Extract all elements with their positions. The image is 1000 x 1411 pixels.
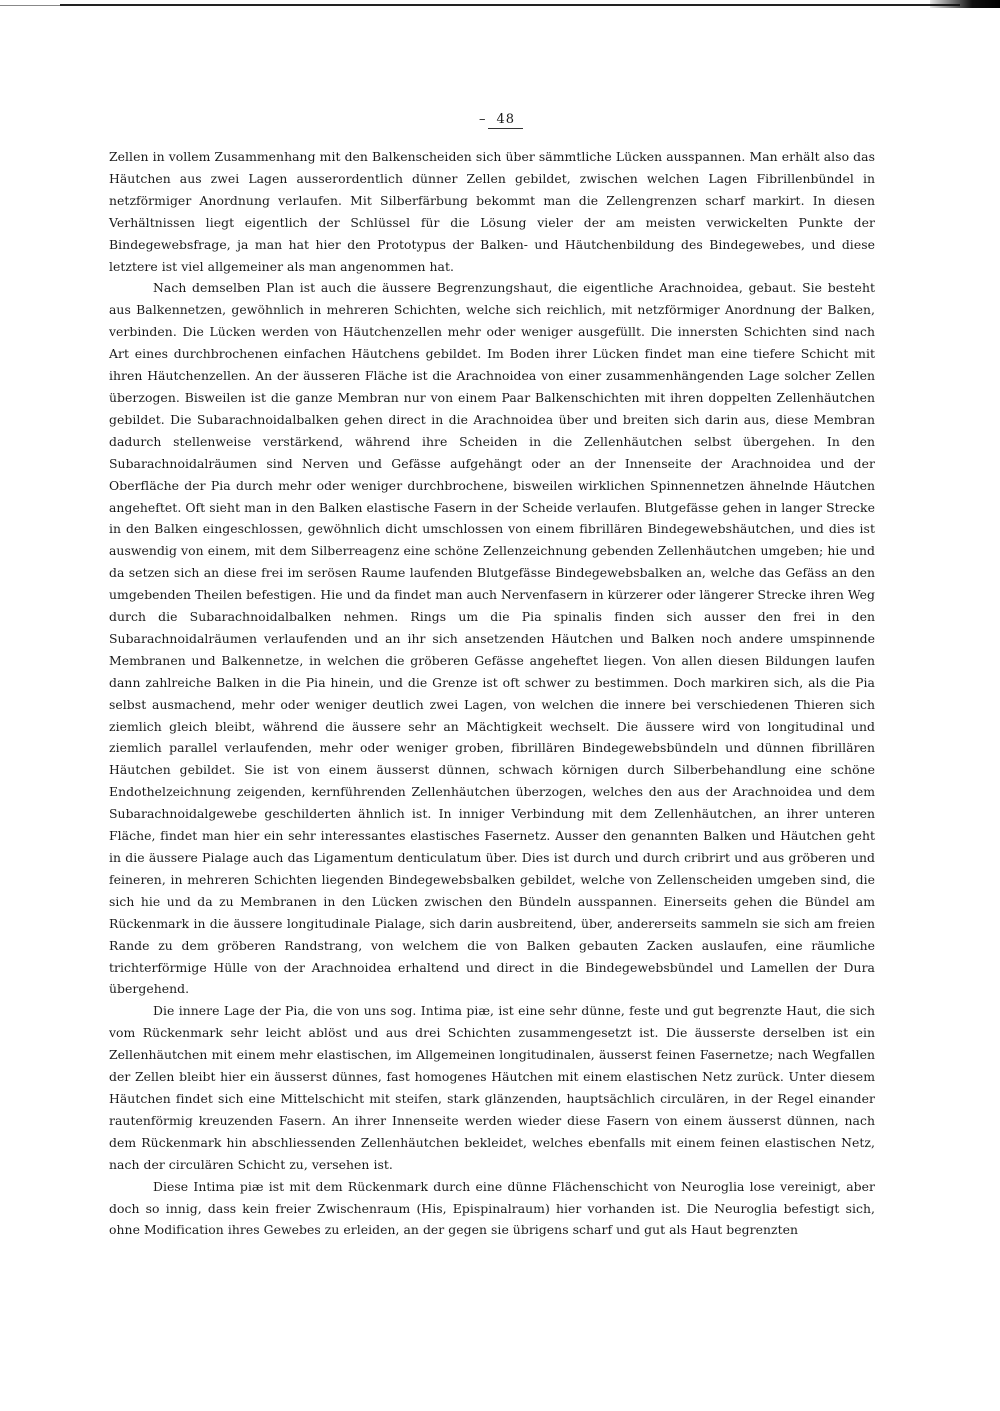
page-number: 48 — [488, 112, 523, 129]
page-number-dash: – — [478, 112, 487, 127]
scan-edge-shadow — [930, 0, 1000, 8]
scan-top-edge — [0, 0, 1000, 10]
scan-edge-fade — [0, 5, 60, 6]
paragraph-4: Diese Intima piæ ist mit dem Rückenmark durch eine dünne Flächenschicht von Neuroglia lose vereinigt, aber doch so innig, dass kein freier Zwischenraum (His, Epispinalraum) hier vorhanden ist. Die Neuroglia befestigt sich, ohne Modification ihres Gewebes zu erleiden, an der gegen sie übrigens scharf und gut als Haut begrenzten — [109, 1178, 875, 1238]
paragraph-1: Zellen in vollem Zusammenhang mit den Balkenscheiden sich über sämmtliche Lücken ausspannen. Man erhält also das Häutchen aus zwei Lagen ausserordentlich dünner Zellen gebildet, zwischen welchen Lagen Fibrillenbündel in netzförmiger Anordnung verlaufen. Mit Silberfärbung bekommt man die Zellengrenzen scharf markirt. In diesen Verhältnissen liegt eigentlich der Schlüssel für die Lösung vieler der am meisten verwickelten Punkte der Bindegewebsfrage, ja man hat hier den Prototypus der Balken- und Häutchenbildung des Bindegewebes, und diese letztere ist viel allgemeiner als man angenommen hat. — [109, 149, 875, 274]
body-text — [109, 146, 875, 1241]
scan-edge-line — [60, 4, 960, 6]
paragraph-2: Nach demselben Plan ist auch die äussere Begrenzungshaut, die eigentliche Arachnoidea, gebaut. Sie besteht aus Balkennetzen, gewöhnlich in mehreren Schichten, welche sich reichlich, mit netzförmiger Anordnung der Balken, verbinden. Die Lücken werden von Häutchenzellen mehr oder weniger ausgefüllt. Die innersten Schichten sind nach Art eines durchbrochenen einfachen Häutchens gebildet. Im Boden ihrer Lücken findet man eine tiefere Schicht mit ihren Häutchenzellen. An der äusseren Fläche ist die Arachnoidea von einer zusammenhängenden Lage solcher Zellen überzogen. Bisweilen ist die ganze Membran nur von einem Paar Balkenschichten mit ihren doppelten Zellenhäutchen gebildet. Die Subarachnoidalbalken gehen direct in die Arachnoidea über und breiten sich darin aus, diese Membran dadurch stellenweise verstärkend, während ihre Scheiden in die Zellenhäutchen selbst übergehen. In den Subarachnoidalräumen sind Nerven und Gefässe aufgehängt oder an der Innenseite der Arachnoidea und der Oberfläche der Pia durch mehr oder weniger durchbrochene, bisweilen wirklichen Spinnennetzen ähnelnde Häutchen angeheftet. Oft sieht man in den Balken elastische Fasern in der Scheide verlaufen. Blutgefässe gehen in langer Strecke in den Balken eingeschlossen, gewöhnlich dicht umschlossen von einem fibrillären Bindegewebshäutchen, und dies ist auswendig von einem, mit dem Silberreagenz eine schöne Zellenzeichnung gebenden Zellenhäutchen umgeben; hie und da setzen sich an diese frei im serösen Raume laufenden Blutgefässe Bindegewebsbalken an, welche das Gefäss an den umgebenden Theilen befestigen. Hie und da findet man auch Nervenfasern in kürzerer oder längerer Strecke ihren Weg durch die Subarachnoidalbalken nehmen. Rings um die Pia spinalis finden sich ausser den frei in den Subarachnoidalräumen verlaufenden und an ihr sich ansetzenden Häutchen und Balken noch andere umspinnende Membranen und Balkennetze, in welchen die gröberen Gefässe angeheftet liegen. Von allen diesen Bildungen laufen dann zahlreiche Balken in die Pia hinein, und die Grenze ist oft schwer zu bestimmen. Doch markiren sich, als die Pia selbst ausmachend, mehr oder weniger deutlich zwei Lagen, von welchen die innere bei verschiedenen Thieren sich ziemlich gleich bleibt, während die äussere sehr an Mächtigkeit wechselt. Die äussere wird von longitudinal und ziemlich parallel verlaufenden, mehr oder weniger groben, fibrillären Bindegewebsbündeln und dünnen fibrillären Häutchen gebildet. Sie ist von einem äusserst dünnen, schwach körnigen durch Silberbehandlung eine schöne Endothelzeichnung zeigenden, kernführenden Zellenhäutchen überzogen, welches den aus der Arachnoidea und dem Subarachnoidalgewebe geschilderten ähnlich ist. In inniger Verbindung mit dem Zellenhäutchen, an ihrer unteren Fläche, findet man hier ein sehr interessantes elastisches Fasernetz. Ausser den genannten Balken und Häutchen geht in die äussere Pialage auch das Ligamentum denticulatum über. Dies ist durch und durch cribrirt und aus gröberen und feineren, in mehreren Schichten liegenden Bindegewebsbalken gebildet, welche von Zellenscheiden umgeben sind, die sich hie und da zu Membranen in den Lücken zwischen den Bündeln ausspannen. Einerseits gehen die Bündel am Rückenmark in die äussere longitudinale Pialage, sich darin ausbreitend, über, andererseits sammeln sie sich am freien Rande zu dem gröberen Randstrang, von welchem die von Balken gebauten Zacken auslaufen, eine räumliche trichterförmige Hülle von der Arachnoidea erhaltend und direct in die Bindegewebsbündel und Lamellen der Dura übergehend. — [109, 280, 875, 997]
paragraph-3: Die innere Lage der Pia, die von uns sog. Intima piæ, ist eine sehr dünne, feste und gut begrenzte Haut, die sich vom Rückenmark sehr leicht ablöst und aus drei Schichten zusammengesetzt ist. Die äusserste derselben ist ein Zellenhäutchen mit einem mehr elastischen, im Allgemeinen longitudinalen, äusserst feinen Fasernetze; nach Wegfallen der Zellen bleibt hier ein äusserst dünnes, fast homogenes Häutchen mit einem elastischen Netz zurück. Unter diesem Häutchen findet sich eine Mittelschicht mit steifen, stark glänzenden, hauptsächlich circulären, in der Regel einander rautenförmig kreuzenden Fasern. An ihrer Innenseite werden wieder diese Fasern von einem äusserst dünnen, nach dem Rückenmark hin abschliessenden Zellenhäutchen bekleidet, welches ebenfalls mit einem feinen elastischen Netz, nach der circulären Schicht zu, versehen ist. — [109, 1003, 875, 1172]
page-number-header — [0, 112, 1000, 127]
